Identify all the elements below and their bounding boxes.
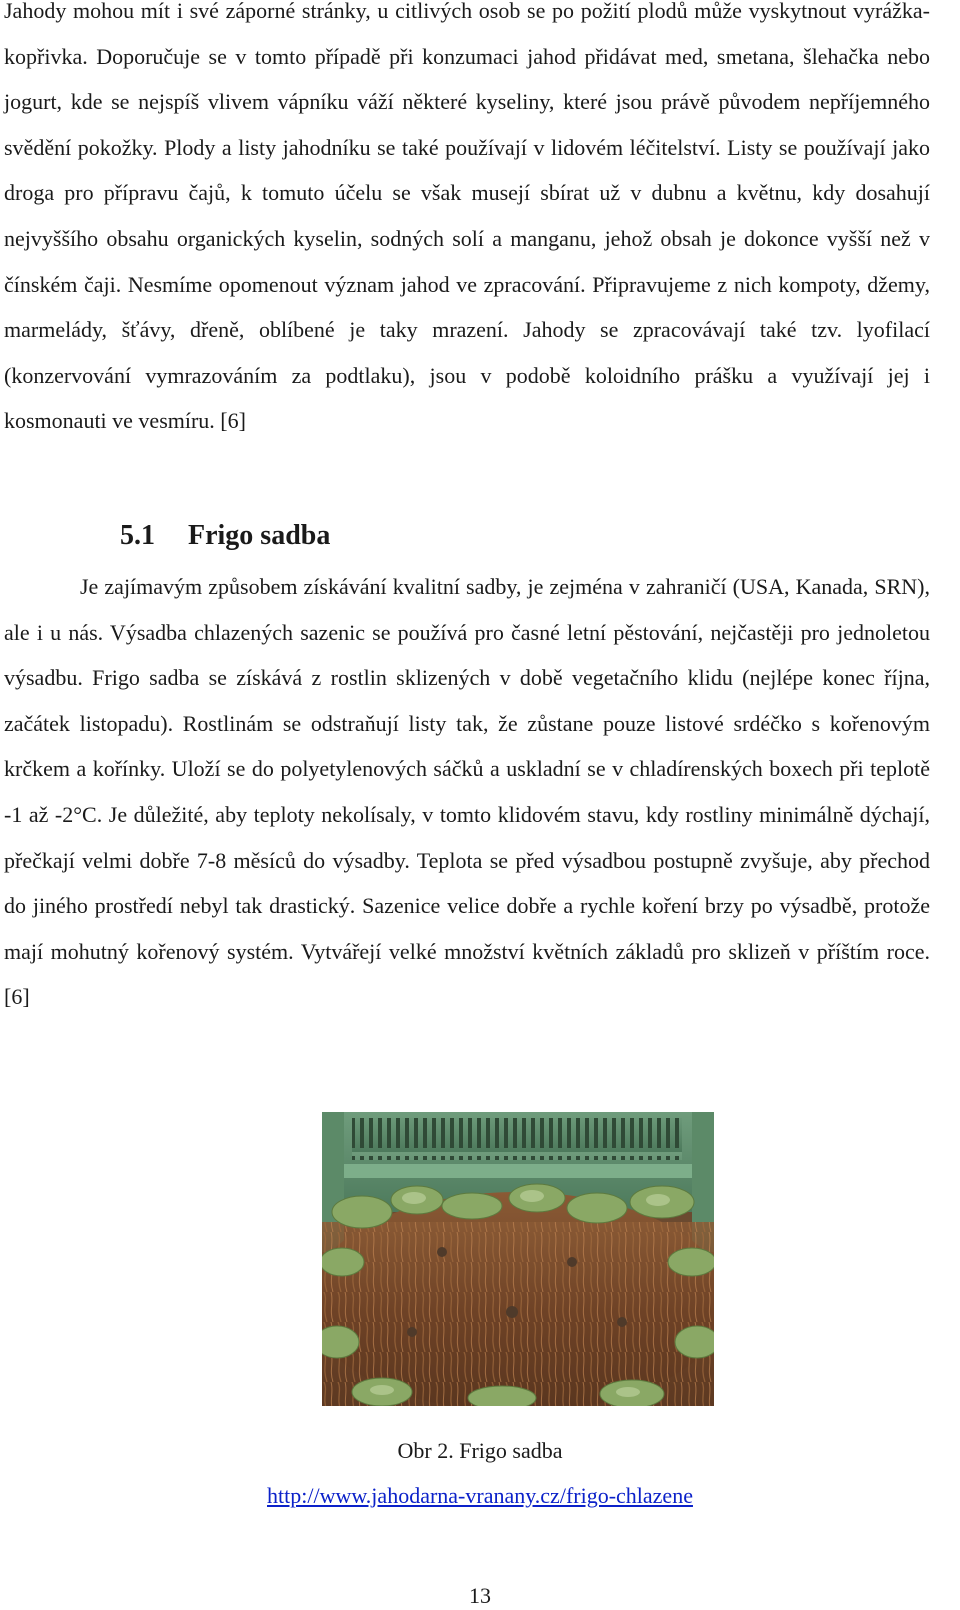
body-paragraph-2: Je zajímavým způsobem získávání kvalitní sadby, je zejména v zahraničí (USA, Kanada, SRN), ale i u nás. Výsadba chlazených sazenic se používá pro časné letní pěstování, nejčastěji pro jednoletou výsadbu. Frigo sadba se získává z rostlin sklizených v době vegetačního klidu (nejlépe konec října, začátek listopadu). Rostlinám se odstraňují listy tak, že zůstane pouze listové srdéčko s kořenovým krčkem a kořínky. Uloží se do polyetylenových sáčků a uskladní se v chladírenských boxech při teplotě -1 až -2°C. Je důležité, aby teploty nekolísaly, v tomto klidovém stavu, kdy rostliny minimálně dýchají, přečkají velmi dobře 7-8 měsíců do výsadby. Teplota se před výsadbou postupně zvyšuje, aby přechod do jiného prostředí nebyl tak drastický. Sazenice velice dobře a rychle koření brzy po výsadbě, protože mají mohutný kořenový systém. Vytvářejí velké množství květních základů pro sklizeň v příštím roce. [6] [4, 574, 930, 1010]
section-heading [120, 516, 330, 556]
figure-photo-frigo-seedlings [322, 1112, 714, 1406]
body-paragraph-1: Jahody mohou mít i své záporné stránky, u citlivých osob se po požití plodů může vyskytnout vyrážka-kopřivka. Doporučuje se v tomto případě při konzumaci jahod přidávat med, smetana, šlehačka nebo jogurt, kde se nejspíš vlivem vápníku váží některé kyseliny, které jsou právě původem nepříjemného svědění pokožky. Plody a listy jahodníku se také používají v lidovém léčitelství. Listy se používají jako droga pro přípravu čajů, k tomuto účelu se však musejí sbírat už v dubnu a květnu, kdy dosahují nejvyššího obsahu organických kyselin, sodných solí a manganu, jehož obsah je dokonce vyšší než v čínském čaji. Nesmíme opomenout význam jahod ve zpracování. Připravujeme z nich kompoty, džemy, marmelády, šťávy, dřeně, oblíbené je taky mrazení. Jahody se zpracovávají také tzv. lyofilací (konzervování vymrazováním za podtlaku), jsou v podobě koloidního prášku a využívají jej i kosmonauti ve vesmíru. [6] [4, 0, 930, 434]
source-link[interactable]: http://www.jahodarna-vranany.cz/frigo-chlazene [267, 1483, 693, 1508]
section-number: 5.1 [120, 520, 155, 551]
figure-caption: Obr 2. Frigo sadba [397, 1438, 563, 1463]
photo-illustration [322, 1112, 714, 1406]
figure-source [0, 1481, 960, 1511]
page-number: 13 [469, 1583, 491, 1608]
section-title: Frigo sadba [188, 520, 331, 551]
